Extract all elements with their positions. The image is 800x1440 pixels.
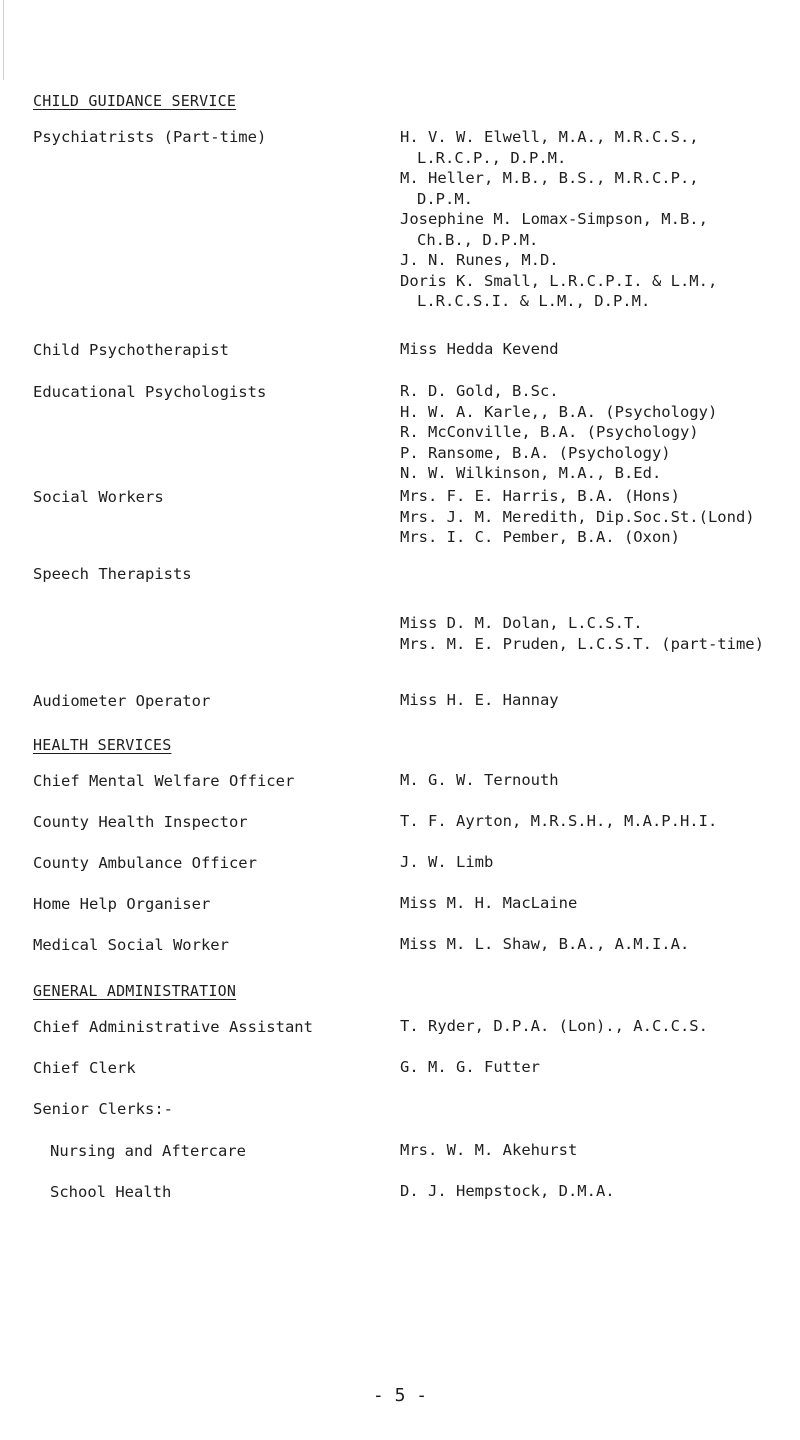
value-child-psychotherapist: Miss Hedda Kevend xyxy=(400,340,559,358)
value-health-row: J. W. Limb xyxy=(400,853,494,871)
scan-edge xyxy=(3,0,4,80)
value-line: H. V. W. Elwell, M.A., M.R.C.S., xyxy=(400,128,699,146)
value-health-row: Miss M. L. Shaw, B.A., A.M.I.A. xyxy=(400,935,690,953)
value-line: L.R.C.S.I. & L.M., D.P.M. xyxy=(417,292,651,310)
value-health-row: Miss M. H. MacLaine xyxy=(400,894,578,912)
value-health-row: M. G. W. Ternouth xyxy=(400,771,559,789)
label-health-row: County Health Inspector xyxy=(33,813,248,831)
value-line: Mrs. I. C. Pember, B.A. (Oxon) xyxy=(400,528,680,546)
value-line: Mrs. M. E. Pruden, L.C.S.T. (part-time) xyxy=(400,634,764,653)
value-chief-administrative-assistant: T. Ryder, D.P.A. (Lon)., A.C.C.S. xyxy=(400,1017,708,1035)
page-number: - 5 - xyxy=(372,1385,428,1406)
value-audiometer-operator: Miss H. E. Hannay xyxy=(400,691,559,709)
value-line: Miss D. M. Dolan, L.C.S.T. xyxy=(400,614,643,632)
value-educational-psychologists xyxy=(400,381,717,484)
label-school-health: School Health xyxy=(50,1183,172,1201)
value-social-workers xyxy=(400,486,755,548)
label-health-row: Chief Mental Welfare Officer xyxy=(33,772,295,790)
label-psychiatrists: Psychiatrists (Part-time) xyxy=(33,128,267,146)
label-health-row: County Ambulance Officer xyxy=(33,854,257,872)
value-health-row: T. F. Ayrton, M.R.S.H., M.A.P.H.I. xyxy=(400,812,718,830)
label-child-psychotherapist: Child Psychotherapist xyxy=(33,341,229,359)
label-audiometer-operator: Audiometer Operator xyxy=(33,692,211,710)
section-heading-general-administration: GENERAL ADMINISTRATION xyxy=(33,982,237,1000)
value-line: R. D. Gold, B.Sc. xyxy=(400,382,559,400)
value-line: D.P.M. xyxy=(417,189,473,208)
value-line: Ch.B., D.P.M. xyxy=(417,230,539,249)
label-senior-clerks: Senior Clerks:- xyxy=(33,1100,173,1118)
value-line: L.R.C.P., D.P.M. xyxy=(417,148,567,167)
label-chief-administrative-assistant: Chief Administrative Assistant xyxy=(33,1018,313,1036)
section-heading-child-guidance: CHILD GUIDANCE SERVICE xyxy=(33,92,237,110)
value-line: P. Ransome, B.A. (Psychology) xyxy=(400,443,671,462)
value-line: R. McConville, B.A. (Psychology) xyxy=(400,423,699,441)
label-educational-psychologists: Educational Psychologists xyxy=(33,383,267,401)
value-nursing-aftercare: Mrs. W. M. Akehurst xyxy=(400,1141,578,1159)
value-line: Mrs. F. E. Harris, B.A. (Hons) xyxy=(400,487,680,505)
value-psychiatrists xyxy=(400,127,717,312)
value-line: H. W. A. Karle,, B.A. (Psychology) xyxy=(400,402,718,421)
value-chief-clerk: G. M. G. Futter xyxy=(400,1058,540,1076)
value-school-health: D. J. Hempstock, D.M.A. xyxy=(400,1182,615,1200)
value-line: M. Heller, M.B., B.S., M.R.C.P., xyxy=(400,169,699,187)
label-health-row: Home Help Organiser xyxy=(33,895,211,913)
label-nursing-aftercare: Nursing and Aftercare xyxy=(50,1142,246,1160)
label-social-workers: Social Workers xyxy=(33,488,164,506)
value-line: N. W. Wilkinson, M.A., B.Ed. xyxy=(400,464,662,482)
label-chief-clerk: Chief Clerk xyxy=(33,1059,136,1077)
value-line: J. N. Runes, M.D. xyxy=(400,251,559,269)
value-speech-therapists xyxy=(400,613,764,654)
value-line: Josephine M. Lomax-Simpson, M.B., xyxy=(400,210,708,228)
label-health-row: Medical Social Worker xyxy=(33,936,229,954)
value-line: Doris K. Small, L.R.C.P.I. & L.M., xyxy=(400,271,718,290)
label-speech-therapists: Speech Therapists xyxy=(33,565,192,583)
section-heading-health-services: HEALTH SERVICES xyxy=(33,736,172,754)
value-line: Mrs. J. M. Meredith, Dip.Soc.St.(Lond) xyxy=(400,507,755,526)
